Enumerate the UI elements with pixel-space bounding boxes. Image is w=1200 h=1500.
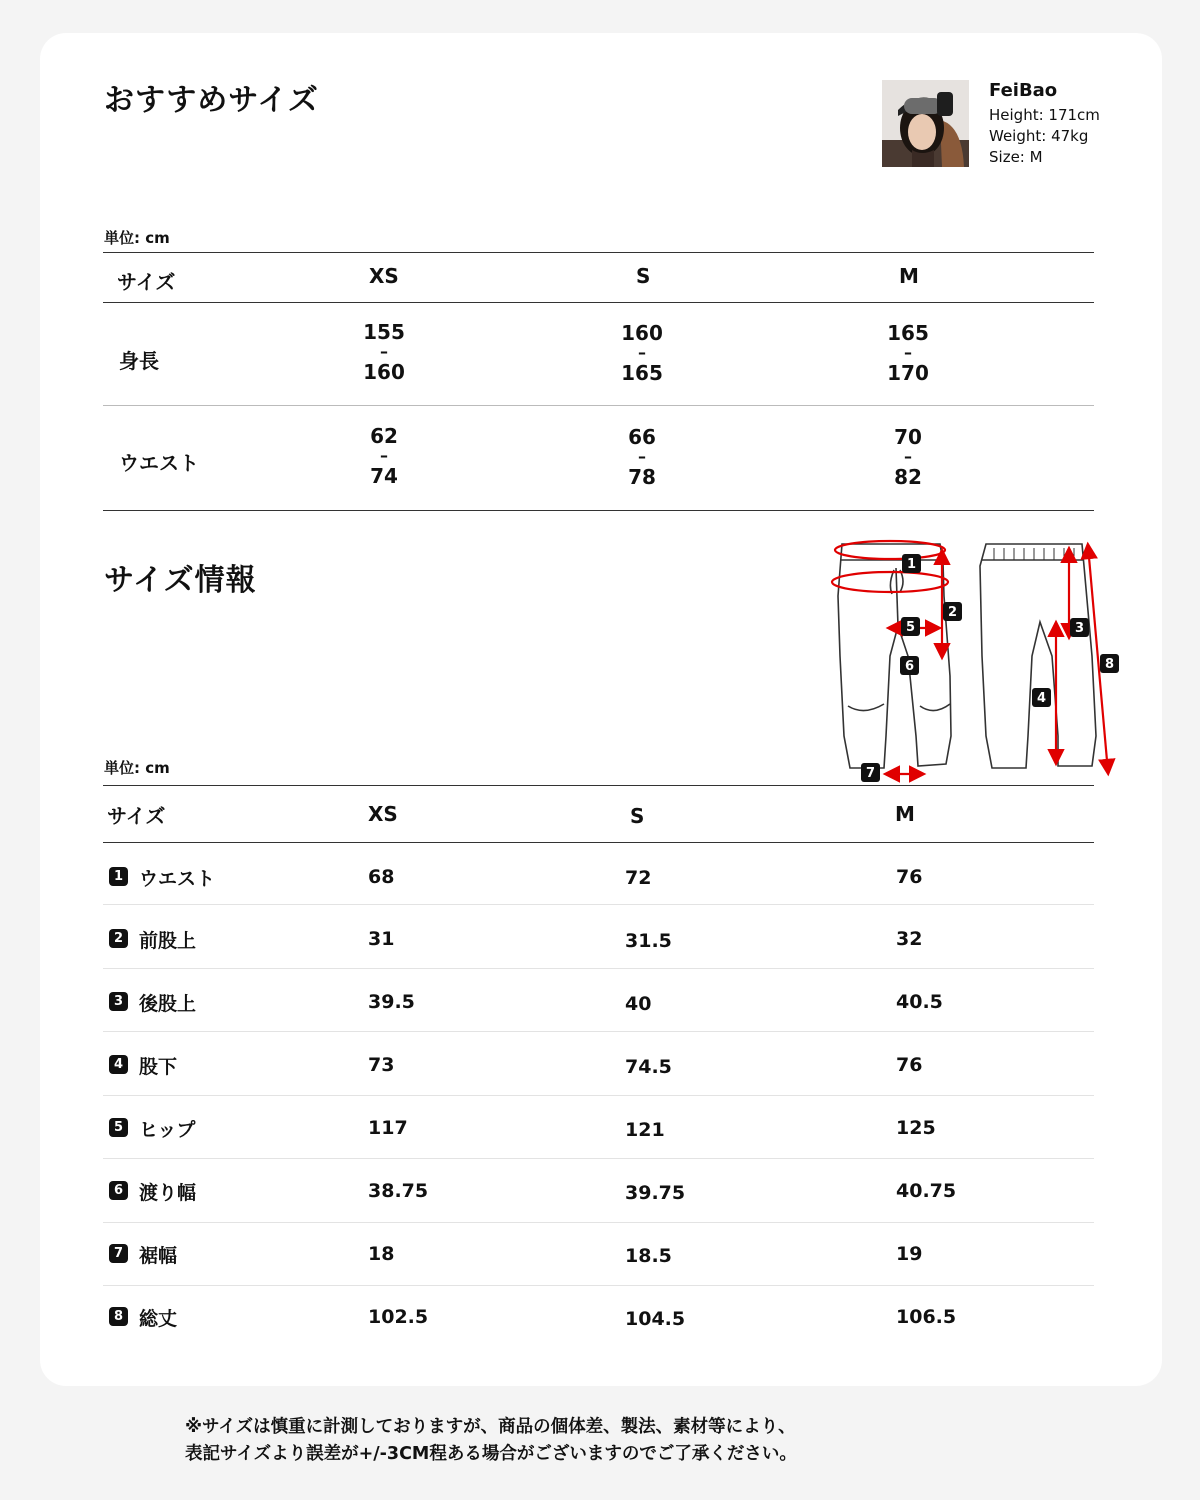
cell-m: 32	[896, 928, 923, 950]
svg-text:6: 6	[904, 659, 915, 674]
info-header-label: サイズ	[107, 804, 166, 828]
row-label-waist: ウエスト	[139, 868, 216, 890]
range-value: 155 – 160	[363, 320, 405, 384]
divider	[103, 405, 1094, 406]
range-value: 160 – 165	[621, 321, 663, 385]
svg-text:5: 5	[905, 620, 916, 635]
range-value: 66 – 78	[628, 425, 656, 489]
svg-text:7: 7	[865, 766, 876, 781]
recommended-size-title: おすすめサイズ	[104, 83, 319, 118]
divider	[103, 842, 1094, 843]
row-badge: 1	[109, 867, 128, 886]
size-card	[40, 33, 1162, 1386]
cell-m: 76	[896, 866, 923, 888]
range-value: 70 – 82	[894, 425, 922, 489]
cell-xs: 31	[368, 928, 395, 950]
divider	[103, 1222, 1094, 1223]
cell-xs: 73	[368, 1054, 395, 1076]
range-value: 165 – 170	[887, 321, 929, 385]
row-label-hem: 裾幅	[139, 1245, 178, 1267]
divider	[103, 252, 1094, 253]
unit-label: 単位: cm	[104, 759, 170, 777]
model-height: Height: 171cm	[989, 106, 1100, 124]
divider	[103, 510, 1094, 511]
row-badge: 4	[109, 1055, 128, 1074]
row-label-inseam: 股下	[139, 1056, 178, 1078]
cell-s: 18.5	[625, 1245, 672, 1267]
svg-text:3: 3	[1074, 621, 1085, 636]
cell-xs: 117	[368, 1117, 408, 1139]
cell-s: 72	[625, 867, 652, 889]
divider	[103, 1158, 1094, 1159]
divider	[103, 1095, 1094, 1096]
row-badge: 5	[109, 1118, 128, 1137]
cell-s: 31.5	[625, 930, 672, 952]
row-label-hip: ヒップ	[139, 1119, 196, 1141]
disclaimer-line-1: ※サイズは慎重に計測しておりますが、商品の個体差、製法、素材等により、	[185, 1417, 796, 1437]
info-header-s: S	[630, 804, 645, 828]
row-label-thigh: 渡り幅	[139, 1182, 197, 1204]
cell-s: 121	[625, 1119, 665, 1141]
divider	[103, 302, 1094, 303]
cell-m: 76	[896, 1054, 923, 1076]
info-header-m: M	[895, 802, 915, 826]
disclaimer-line-2: 表記サイズより誤差が+/-3CM程ある場合がございますのでご了承ください。	[185, 1444, 797, 1464]
row-label-height: 身長	[119, 349, 159, 373]
row-label-length: 総丈	[139, 1308, 178, 1330]
row-badge: 3	[109, 992, 128, 1011]
row-label-back-rise: 後股上	[139, 993, 197, 1015]
divider	[103, 1031, 1094, 1032]
cell-s: 74.5	[625, 1056, 672, 1078]
cell-m: 40.75	[896, 1180, 957, 1202]
cell-xs: 39.5	[368, 991, 415, 1013]
info-header-xs: XS	[368, 802, 398, 826]
range-value: 62 – 74	[370, 424, 398, 488]
svg-text:2: 2	[947, 605, 958, 620]
unit-label: 単位: cm	[104, 229, 170, 247]
size-header-xs: XS	[369, 264, 399, 288]
cell-m: 125	[896, 1117, 936, 1139]
row-badge: 8	[109, 1307, 128, 1326]
svg-text:4: 4	[1036, 691, 1047, 706]
model-weight: Weight: 47kg	[989, 127, 1089, 145]
row-badge: 2	[109, 929, 128, 948]
cell-s: 40	[625, 993, 652, 1015]
divider	[103, 785, 1094, 786]
size-header-s: S	[636, 264, 651, 288]
svg-text:8: 8	[1104, 657, 1115, 672]
model-size: Size: M	[989, 148, 1043, 166]
cell-xs: 38.75	[368, 1180, 429, 1202]
cell-s: 39.75	[625, 1182, 686, 1204]
size-info-title: サイズ情報	[104, 563, 257, 598]
cell-xs: 102.5	[368, 1306, 429, 1328]
divider	[103, 904, 1094, 905]
cell-s: 104.5	[625, 1308, 686, 1330]
front-pants-outline	[838, 544, 951, 768]
row-label-waist: ウエスト	[119, 451, 199, 475]
size-header-m: M	[899, 264, 919, 288]
pants-measurement-diagram	[810, 536, 1115, 784]
size-header-label: サイズ	[117, 270, 176, 294]
svg-text:1: 1	[906, 557, 917, 572]
back-pants-outline	[980, 544, 1096, 768]
cell-m: 40.5	[896, 991, 943, 1013]
cell-xs: 68	[368, 866, 395, 888]
cell-m: 19	[896, 1243, 923, 1265]
model-photo	[882, 80, 969, 167]
cell-xs: 18	[368, 1243, 395, 1265]
row-badge: 6	[109, 1181, 128, 1200]
divider	[103, 1285, 1094, 1286]
row-badge: 7	[109, 1244, 128, 1263]
row-label-front-rise: 前股上	[139, 930, 197, 952]
model-name: FeiBao	[989, 80, 1058, 101]
divider	[103, 968, 1094, 969]
cell-m: 106.5	[896, 1306, 957, 1328]
